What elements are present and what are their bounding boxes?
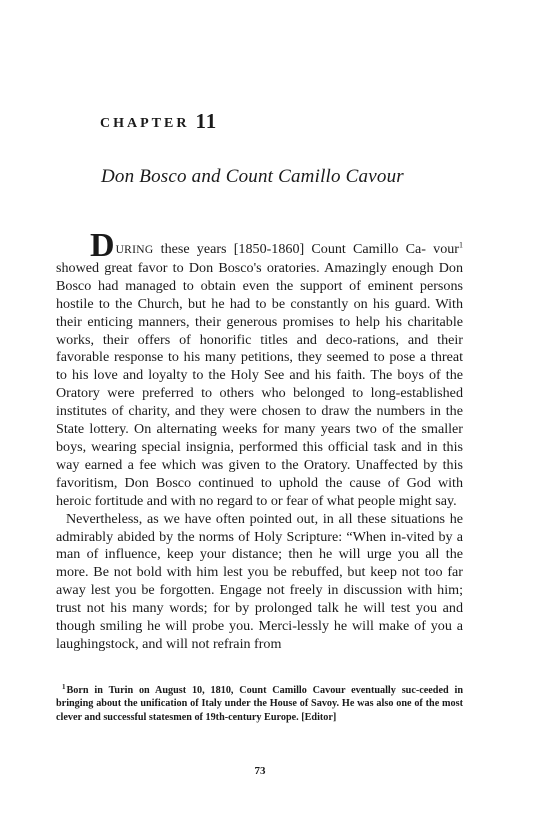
paragraph-2: Nevertheless, as we have often pointed out, in all these situations he admirably abided by the norms of Holy Scripture: “When in-vited by a man of influence, keep your distance; then he will urge you all the more. Be not bold with him lest you be rebuffed, but keep not too far away lest you be forgotten. Engage not freely in discussion with him; trust not his many words; for by prolonged talk he will test you and though smiling he will probe you. Merci-lessly he will make of you a laughingstock, and will not refrain from <box>56 510 463 652</box>
footnote-reference[interactable]: 1 <box>459 240 463 250</box>
page-number: 73 <box>254 765 266 777</box>
body-text <box>56 227 463 654</box>
paragraph-1-line-1: these years [1850-1860] Count Camillo Ca- <box>153 241 426 257</box>
paragraph-1-word: vour <box>433 241 459 257</box>
first-line-indent <box>56 241 90 257</box>
opening-word: URING <box>115 244 154 256</box>
chapter-heading <box>100 108 217 133</box>
paragraph-1-text: showed great favor to Don Bosco's oratories. Amazingly enough Don Bosco had managed to obtain even the support of eminent persons hostile to the Church, but he had to be constantly on his guard. With their enticing manners, their generous promises to help his charitable works, their offers of honorific titles and deco-rations, and their favorable response to his many petitions, they seemed to pose a threat to his love and loyalty to the Holy See and his faith. The boys of the Oratory were preferred to others who belonged to long-established institutes of charity, and they were chosen to draw the numbers in the State lottery. On alternating weeks for many years two of the smaller boys, wearing special insignia, performed this official task and in this way earned a fee which was given to the Oratory. Unaffected by this favoritism, Don Bosco continued to uphold the cause of God with heroic fortitude and with no regard to or fear of what people might say. <box>56 259 463 509</box>
chapter-title: Don Bosco and Count Camillo Cavour <box>101 166 404 187</box>
chapter-number: 11 <box>195 109 218 133</box>
footnote-marker: 1 <box>62 682 66 691</box>
chapter-label: CHAPTER <box>100 116 190 131</box>
footnote-text: Born in Turin on August 10, 1810, Count Camillo Cavour eventually suc-ceeded in bringing about the unification of Italy under the House of Savoy. He was also one of the most clever and successful statesmen of 19th-century Europe. [Editor] <box>56 685 463 723</box>
paragraph-1 <box>56 227 463 511</box>
footnote <box>56 684 463 724</box>
drop-cap: D <box>90 227 115 264</box>
